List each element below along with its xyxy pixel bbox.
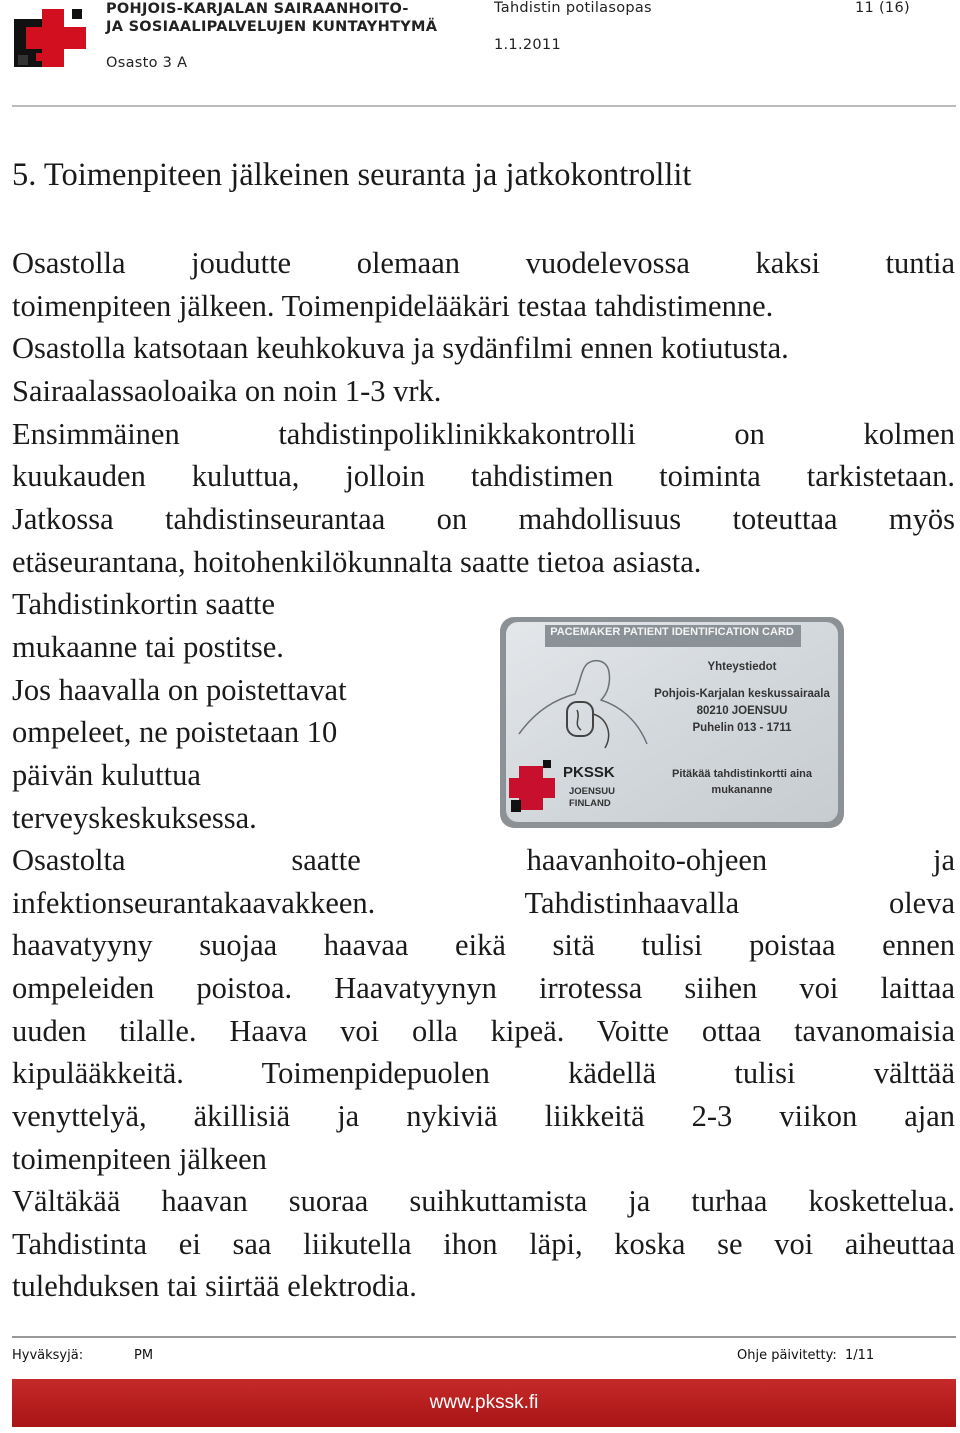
- organization-name: [106, 0, 437, 36]
- body-line: Osastolla katsotaan keuhkokuva ja sydänfilmi ennen kotiutusta.: [12, 331, 789, 365]
- body-line: Osastolla joudutte olemaan vuodelevossa kaksi tuntia: [12, 246, 955, 280]
- pacemaker-id-card-image: [497, 614, 847, 831]
- footer-divider: [12, 1336, 956, 1338]
- red-cross-logo-icon: [12, 5, 88, 69]
- card-contact-heading: Yhteystiedot: [707, 661, 777, 673]
- body-line: venyttelyä, äkillisiä ja nykiviä liikkeitä 2-3 viikon ajan: [12, 1099, 955, 1133]
- body-line: ompeleiden poistoa. Haavatyynyn irrotessa siihen voi laittaa: [12, 971, 955, 1005]
- body-line: infektionseurantakaavakkeen. Tahdistinhaavalla oleva: [12, 886, 955, 920]
- card-contact-block: [647, 659, 837, 737]
- body-line: ompeleet, ne poistetaan 10: [12, 715, 338, 749]
- section-heading: 5. Toimenpiteen jälkeinen seuranta ja jatkokontrollit: [12, 157, 692, 193]
- body-line: toimenpiteen jälkeen. Toimenpidelääkäri testaa tahdistimenne.: [12, 289, 774, 323]
- body-line: toimenpiteen jälkeen: [12, 1142, 267, 1176]
- card-address: 80210 JOENSUU: [696, 705, 788, 717]
- document-title: Tahdistin potilasopas: [494, 0, 652, 16]
- document-date: 1.1.2011: [494, 37, 561, 53]
- body-line: Tahdistinkortin saatte: [12, 587, 275, 621]
- body-line: Ensimmäinen tahdistinpoliklinikkakontrolli on kolmen: [12, 417, 955, 451]
- card-country: FINLAND: [569, 798, 611, 809]
- card-reminder-line-1: Pitäkää tahdistinkortti aina: [672, 768, 812, 780]
- body-line: Jos haavalla on poistettavat: [12, 673, 347, 707]
- header-divider: [12, 105, 956, 107]
- department-name: Osasto 3 A: [106, 55, 188, 71]
- card-phone: Puhelin 013 - 1711: [692, 722, 792, 734]
- body-line: mukaanne tai postitse.: [12, 630, 284, 664]
- card-location: [569, 786, 615, 810]
- updated-value: 1/11: [845, 1348, 875, 1363]
- body-line: Sairaalassaoloaika on noin 1-3 vrk.: [12, 374, 442, 408]
- card-brand: PKSSK: [563, 764, 615, 781]
- body-line: Tahdistinta ei saa liikutella ihon läpi, koska se voi aiheuttaa: [12, 1227, 955, 1261]
- body-line: haavatyyny suojaa haavaa eikä sitä tulisi poistaa ennen: [12, 928, 955, 962]
- card-reminder: [647, 766, 837, 798]
- body-line: Vältäkää haavan suoraa suihkuttamista ja turhaa koskettelua.: [12, 1184, 955, 1218]
- body-line: Osastolta saatte haavanhoito-ohjeen ja: [12, 843, 955, 877]
- approver-label: Hyväksyjä:: [12, 1348, 84, 1363]
- body-line: uuden tilalle. Haava voi olla kipeä. Voitte ottaa tavanomaisia: [12, 1014, 955, 1048]
- approver-value: PM: [134, 1348, 154, 1363]
- website-link[interactable]: www.pkssk.fi: [429, 1392, 539, 1413]
- body-line: kipulääkkeitä. Toimenpidepuolen kädellä tulisi välttää: [12, 1056, 955, 1090]
- organization-line-1: POHJOIS-KARJALAN SAIRAANHOITO-: [106, 1, 409, 17]
- card-city: JOENSUU: [569, 786, 615, 797]
- header-logo: [12, 5, 88, 69]
- page-number: 11 (16): [855, 0, 910, 16]
- organization-line-2: JA SOSIAALIPALVELUJEN KUNTAYHTYMÄ: [106, 19, 438, 35]
- updated-label: Ohje päivitetty:: [737, 1348, 837, 1363]
- body-line: kuukauden kuluttua, jolloin tahdistimen toiminta tarkistetaan.: [12, 459, 955, 493]
- body-line: terveyskeskuksessa.: [12, 801, 257, 835]
- card-title: PACEMAKER PATIENT IDENTIFICATION CARD: [550, 626, 794, 638]
- body-line: Jatkossa tahdistinseurantaa on mahdollisuus toteuttaa myös: [12, 502, 955, 536]
- card-hospital: Pohjois-Karjalan keskussairaala: [654, 688, 830, 700]
- body-line: päivän kuluttua: [12, 758, 201, 792]
- footer-bar: [12, 1379, 956, 1427]
- body-line: etäseurantana, hoitohenkilökunnalta saatte tietoa asiasta.: [12, 545, 702, 579]
- card-reminder-line-2: mukananne: [711, 784, 773, 796]
- body-line: tulehduksen tai siirtää elektrodia.: [12, 1269, 417, 1303]
